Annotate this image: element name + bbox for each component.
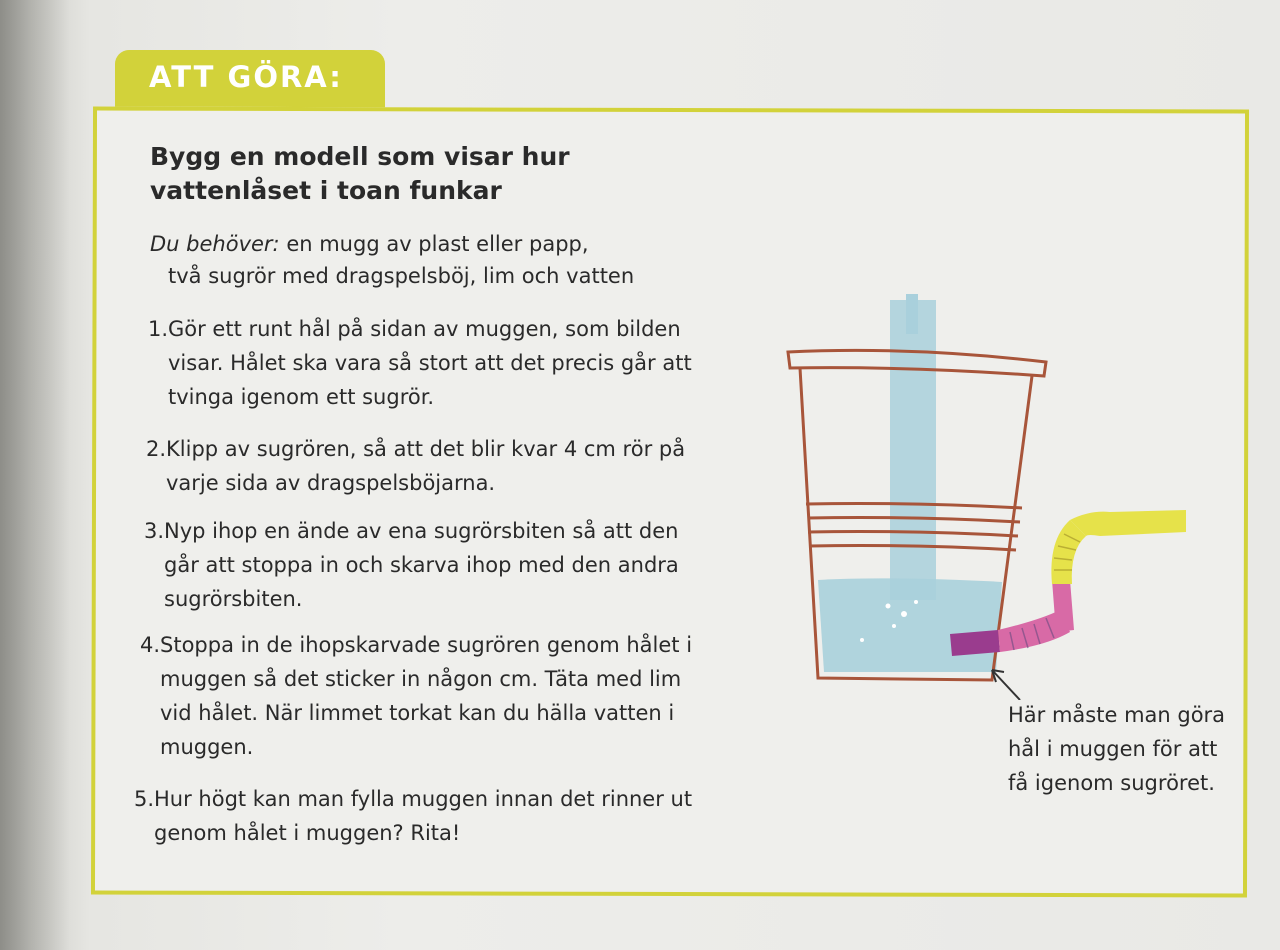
step-2 [146,432,706,500]
materials-label: Du behöver: [150,232,280,256]
step-5 [134,782,694,850]
section-tab [115,50,385,110]
cup-straw-illustration [770,280,1210,700]
step-number: 1. [148,317,169,341]
section-tab-label: ATT GÖRA: [149,60,343,94]
page-edge-shadow [0,0,70,950]
materials-text-2: två sugrör med dragspelsböj, lim och vatten [168,264,635,288]
activity-title: Bygg en modell som visar hur vattenlåset i toan funkar [150,142,570,205]
water-in-cup [818,578,1002,672]
step-text: Nyp ihop en ände av ena sugrörsbiten så att den går att stoppa in och skarva ihop med den andra sugrörsbiten. [164,519,679,611]
step-1 [148,312,708,414]
pointer-arrow [992,670,1020,700]
step-number: 3. [144,519,165,543]
step-text: Gör ett runt hål på sidan av muggen, som bilden visar. Hålet ska vara så stort att det precis går att tvinga igenom ett sugrör. [168,317,692,409]
step-3 [144,514,704,616]
step-text: Klipp av sugrören, så att det blir kvar 4 cm rör på varje sida av dragspelsböjarna. [166,437,686,495]
step-number: 4. [140,633,161,657]
illustration-caption: Här måste man göra hål i muggen för att få igenom sugröret. [1008,703,1226,795]
water-jet [890,294,936,600]
step-4 [140,628,700,764]
step-text: Hur högt kan man fylla muggen innan det rinner ut genom hålet i muggen? Rita! [154,787,693,845]
step-number: 2. [146,437,167,461]
step-text: Stoppa in de ihopskarvade sugrören genom hålet i muggen så det sticker in någon cm. Täta med lim vid hålet. När limmet torkat kan du hälla vatten i muggen. [160,633,693,759]
step-number: 5. [134,787,155,811]
materials-text-1: en mugg av plast eller papp, [286,232,589,256]
materials-list [150,228,710,292]
